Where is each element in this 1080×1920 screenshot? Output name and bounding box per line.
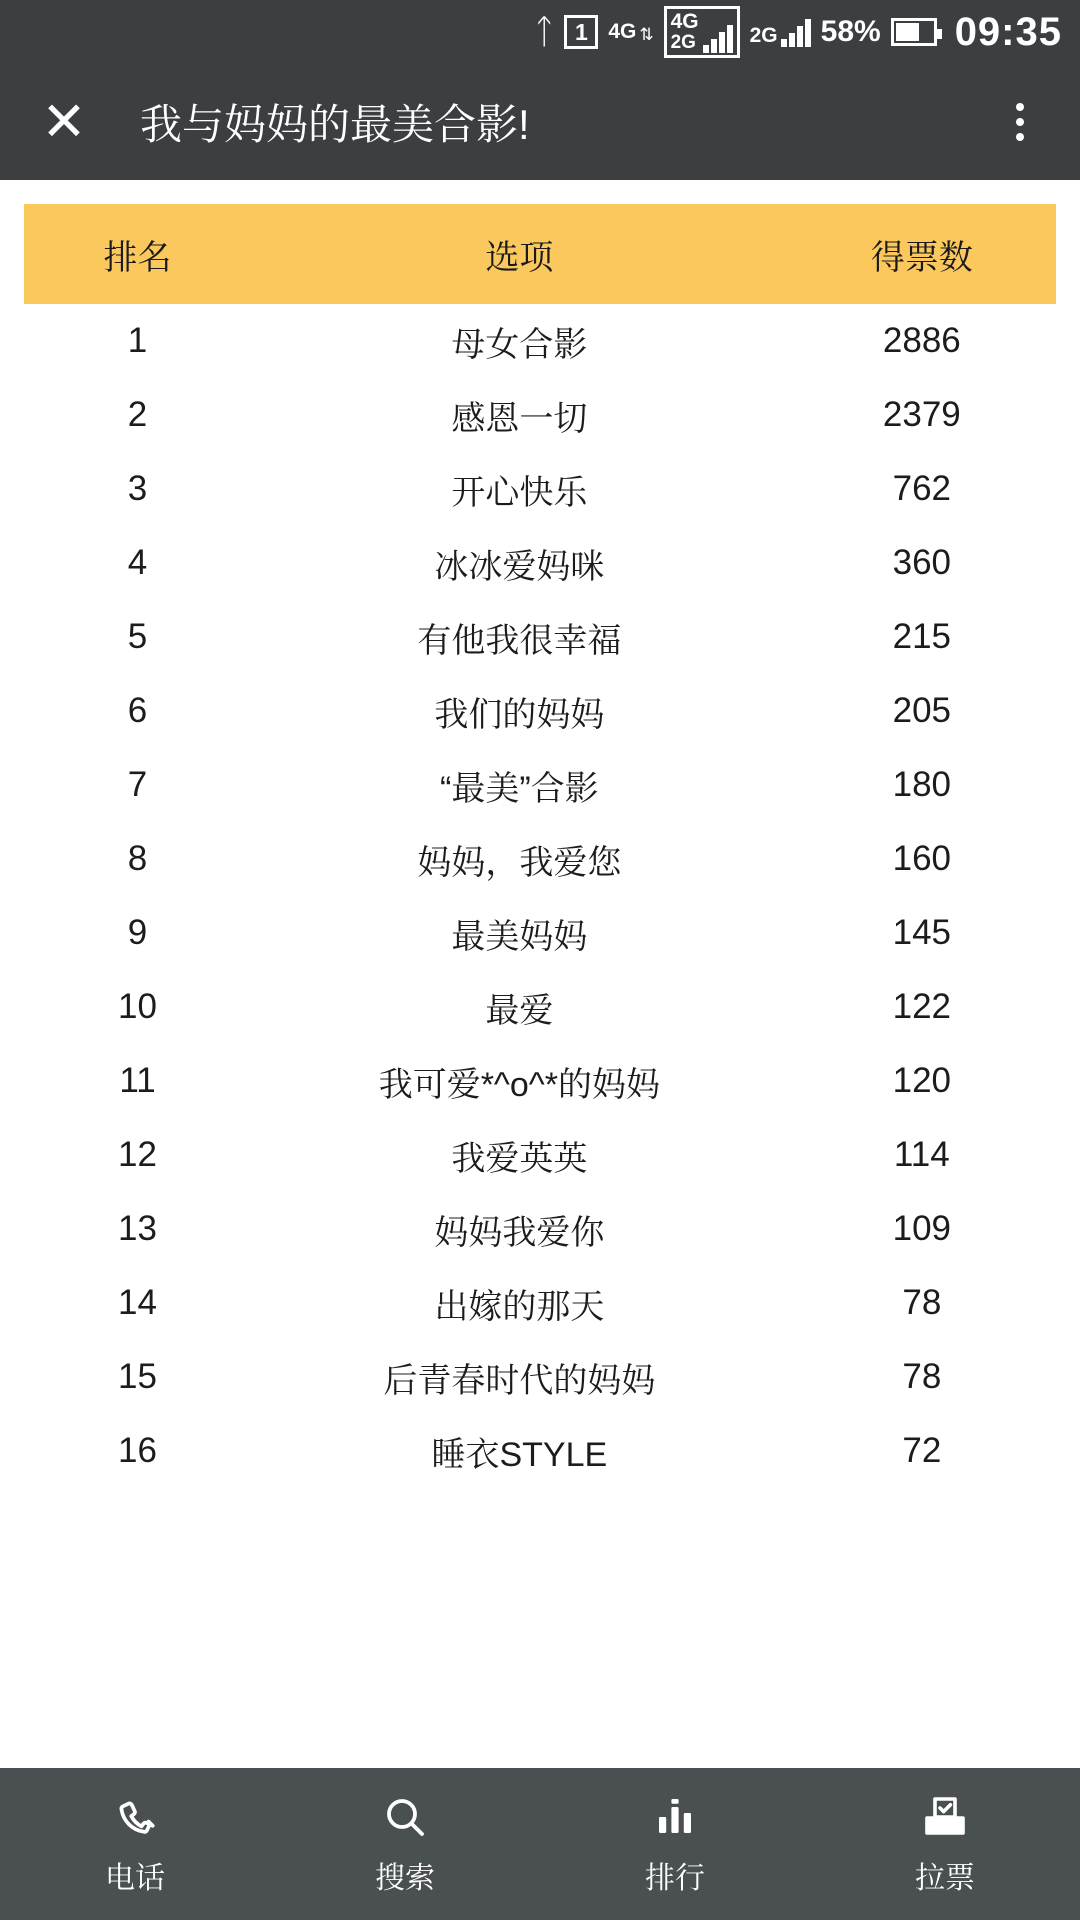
cell-votes: 360 bbox=[892, 543, 952, 582]
table-row[interactable] bbox=[24, 674, 1056, 748]
cell-rank: 3 bbox=[127, 469, 148, 508]
vote-icon bbox=[921, 1791, 969, 1843]
table-row[interactable] bbox=[24, 896, 1056, 970]
cell-option: 我爱英英 bbox=[451, 1139, 588, 1178]
cell-votes: 78 bbox=[902, 1283, 942, 1322]
cell-votes: 122 bbox=[892, 987, 952, 1026]
signal-bars-icon-2 bbox=[781, 17, 811, 47]
signal-bars-icon-1 bbox=[703, 23, 733, 53]
table-row[interactable] bbox=[24, 600, 1056, 674]
cell-rank: 11 bbox=[119, 1061, 156, 1100]
table-row[interactable] bbox=[24, 452, 1056, 526]
cell-rank: 2 bbox=[127, 395, 148, 434]
more-vertical-icon[interactable] bbox=[988, 86, 1052, 158]
table-body bbox=[24, 304, 1056, 1488]
table-header-row bbox=[24, 204, 1056, 304]
cell-option: 有他我很幸福 bbox=[417, 621, 622, 660]
cell-votes: 180 bbox=[892, 765, 952, 804]
cell-option: 我可爱*^o^*的妈妈 bbox=[378, 1065, 660, 1104]
network-dual-indicator: 4G 2G bbox=[664, 6, 740, 58]
cell-rank: 6 bbox=[127, 691, 148, 730]
cell-votes: 2379 bbox=[882, 395, 961, 434]
cell-option: 开心快乐 bbox=[451, 473, 588, 512]
cell-option: 最爱 bbox=[485, 991, 554, 1030]
cell-rank: 5 bbox=[127, 617, 148, 656]
cell-rank: 15 bbox=[118, 1357, 157, 1396]
table-row[interactable] bbox=[24, 378, 1056, 452]
page-title: 我与妈妈的最美合影! bbox=[140, 101, 530, 148]
ranking-content[interactable] bbox=[0, 180, 1080, 1768]
table-row[interactable] bbox=[24, 1192, 1056, 1266]
nav-label-search: 搜索 bbox=[375, 1862, 435, 1895]
table-row[interactable] bbox=[24, 1118, 1056, 1192]
cell-votes: 762 bbox=[892, 469, 952, 508]
cell-rank: 9 bbox=[127, 913, 148, 952]
status-bar bbox=[0, 0, 1080, 64]
table-row[interactable] bbox=[24, 304, 1056, 378]
sim-indicator-icon: 1 bbox=[564, 15, 598, 49]
nav-item-ranking[interactable] bbox=[540, 1768, 810, 1920]
cell-option: 我们的妈妈 bbox=[434, 695, 605, 734]
cell-option: 后青春时代的妈妈 bbox=[383, 1361, 656, 1400]
table-row[interactable] bbox=[24, 970, 1056, 1044]
table-row[interactable] bbox=[24, 1414, 1056, 1488]
nav-item-phone[interactable] bbox=[0, 1768, 270, 1920]
search-icon bbox=[381, 1791, 429, 1843]
cell-rank: 7 bbox=[127, 765, 148, 804]
table-row[interactable] bbox=[24, 748, 1056, 822]
phone-icon bbox=[110, 1791, 160, 1843]
cell-votes: 205 bbox=[892, 691, 952, 730]
cell-rank: 8 bbox=[127, 839, 148, 878]
cell-votes: 145 bbox=[892, 913, 952, 952]
nav-label-vote: 拉票 bbox=[915, 1862, 975, 1895]
app-bar bbox=[0, 64, 1080, 180]
cell-option: “最美”合影 bbox=[440, 769, 599, 808]
cell-votes: 109 bbox=[892, 1209, 952, 1248]
cell-option: 睡衣STYLE bbox=[431, 1435, 608, 1474]
cell-rank: 10 bbox=[118, 987, 157, 1026]
network-4g-indicator: 4G ⇅ bbox=[608, 19, 654, 45]
table-row[interactable] bbox=[24, 822, 1056, 896]
cell-rank: 14 bbox=[118, 1283, 157, 1322]
status-clock: 09:35 bbox=[954, 9, 1062, 54]
cell-votes: 2886 bbox=[882, 321, 961, 360]
cell-votes: 72 bbox=[902, 1431, 942, 1470]
table-row[interactable] bbox=[24, 1044, 1056, 1118]
cell-rank: 16 bbox=[118, 1431, 157, 1470]
cell-rank: 1 bbox=[127, 321, 148, 360]
cell-votes: 120 bbox=[892, 1061, 952, 1100]
nav-item-vote[interactable] bbox=[810, 1768, 1080, 1920]
bottom-nav bbox=[0, 1768, 1080, 1920]
cell-rank: 13 bbox=[118, 1209, 157, 1248]
ranking-table bbox=[24, 204, 1056, 1488]
battery-icon bbox=[891, 18, 937, 46]
cell-option: 妈妈，我爱您 bbox=[417, 843, 622, 882]
cell-votes: 160 bbox=[892, 839, 952, 878]
cell-rank: 12 bbox=[118, 1135, 157, 1174]
cell-rank: 4 bbox=[127, 543, 148, 582]
nav-label-ranking: 排行 bbox=[645, 1862, 705, 1895]
table-row[interactable] bbox=[24, 1340, 1056, 1414]
column-header-rank: 排名 bbox=[24, 204, 251, 304]
network-2g-indicator: 2G bbox=[750, 17, 811, 47]
cell-option: 冰冰爱妈咪 bbox=[434, 547, 605, 586]
cell-votes: 78 bbox=[902, 1357, 942, 1396]
column-header-option: 选项 bbox=[251, 204, 788, 304]
cell-option: 最美妈妈 bbox=[451, 917, 588, 956]
battery-percent-label: 58% bbox=[820, 15, 881, 48]
nav-item-search[interactable] bbox=[270, 1768, 540, 1920]
chart-icon bbox=[651, 1791, 699, 1843]
cell-votes: 114 bbox=[893, 1135, 950, 1174]
cell-option: 出嫁的那天 bbox=[434, 1287, 605, 1326]
column-header-votes: 得票数 bbox=[788, 204, 1056, 304]
close-icon[interactable]: ✕ bbox=[41, 92, 87, 152]
data-arrows-icon: ⇅ bbox=[639, 25, 654, 45]
cell-votes: 215 bbox=[892, 617, 952, 656]
bluetooth-icon: ᛏ bbox=[533, 13, 555, 51]
cell-option: 感恩一切 bbox=[451, 399, 588, 438]
table-row[interactable] bbox=[24, 1266, 1056, 1340]
table-row[interactable] bbox=[24, 526, 1056, 600]
nav-label-phone: 电话 bbox=[105, 1862, 165, 1895]
cell-option: 妈妈我爱你 bbox=[434, 1213, 605, 1252]
cell-option: 母女合影 bbox=[451, 325, 588, 364]
